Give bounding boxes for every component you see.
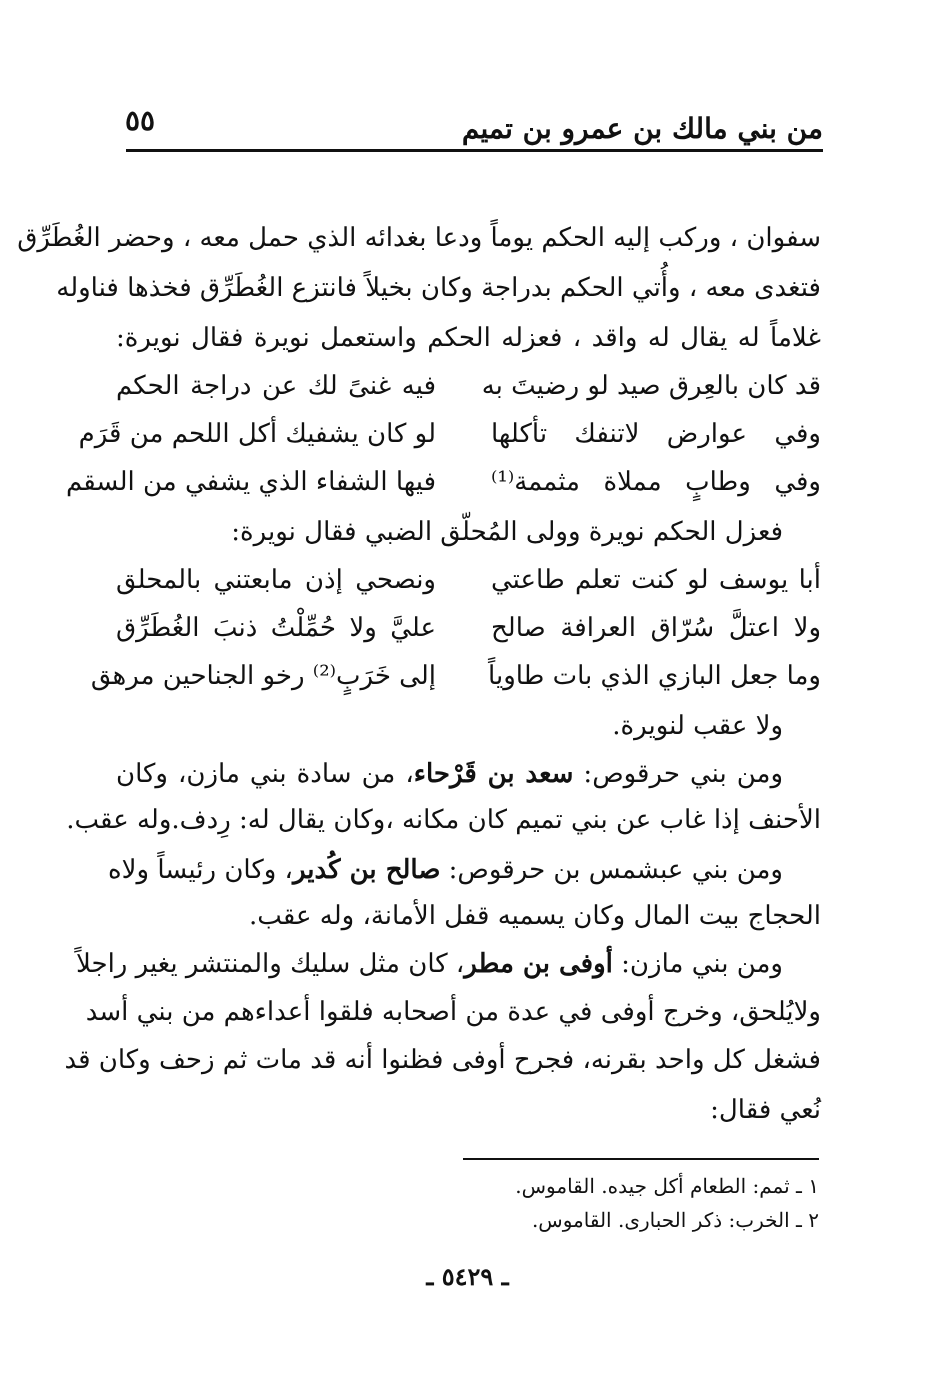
- paragraph-line: [108, 850, 783, 890]
- poem-verse: [78, 414, 821, 454]
- paragraph-line: [116, 754, 783, 794]
- text-run: ومن بني حرقوص:: [573, 759, 783, 789]
- person-name: سعد بن قَرْحاء: [413, 759, 574, 789]
- page-footer-number: ـ ٥٤٢٩ ـ: [426, 1262, 509, 1291]
- text-run: ، من سادة بني مازن، وكان: [116, 759, 414, 789]
- poem-verse: [116, 560, 821, 600]
- person-name: أوفى بن مطر: [464, 949, 613, 979]
- paragraph-line: [75, 944, 783, 984]
- header-divider: [126, 149, 823, 152]
- verse-second-hemistich: ونصحي إذن مابعتني بالمحلق: [116, 565, 436, 595]
- running-header-title: من بني مالك بن عمرو بن تميم: [461, 112, 823, 145]
- verse-second-hemistich: فيه غنىً لك عن دراجة الحكم: [116, 371, 436, 401]
- poem-verse: [116, 366, 821, 406]
- footnote: ٢ ـ الخرب: ذكر الحبارى. القاموس.: [531, 1208, 819, 1232]
- person-name: صالح بن كُدير: [292, 855, 441, 885]
- poem-verse: [65, 462, 821, 502]
- header-page-number: ٥٥: [125, 104, 156, 137]
- paragraph-line: فتغدى معه ، وأُتي الحكم بدراجة وكان بخيلاً فانتزع الغُطَرِّق فخذها فناوله: [56, 273, 821, 303]
- paragraph-line: غلاماً له يقال له واقد ، فعزله الحكم واستعمل نويرة فقال نويرة:: [116, 323, 821, 353]
- verse-second-hemistich: لو كان يشفيك أكل اللحم من قَرَم: [78, 419, 436, 449]
- paragraph-line: نُعي فقال:: [710, 1095, 821, 1125]
- verse-first-hemistich: وفي وطابٍ مملاة مثممة⁽¹⁾: [491, 467, 821, 497]
- paragraph-line: الأحنف إذا غاب عن بني تميم كان مكانه ،وكان يقال له: رِدف.وله عقب.: [66, 805, 821, 835]
- poem-verse: [90, 656, 821, 696]
- text-run: ومن بني عبشمس بن حرقوص:: [440, 855, 783, 885]
- paragraph-line: ولايُلحق، وخرج أوفى في عدة من أصحابه فلقوا أعداءهم من بني أسد: [85, 997, 821, 1027]
- verse-second-hemistich: فيها الشفاء الذي يشفي من السقم: [65, 467, 436, 497]
- footnote: ١ ـ ثمم: الطعام أكل جيده. القاموس.: [515, 1174, 819, 1198]
- verse-first-hemistich: وما جعل البازي الذي بات طاوياً: [488, 661, 821, 691]
- paragraph-line: فشغل كل واحد بقرنه، فجرح أوفى فظنوا أنه قد مات ثم زحف وكان قد: [64, 1045, 821, 1075]
- paragraph-line: الحجاج بيت المال وكان يسميه قفل الأمانة، وله عقب.: [249, 901, 821, 931]
- verse-first-hemistich: أبا يوسف لو كنت تعلم طاعتي: [491, 565, 821, 595]
- text-run: ومن بني مازن:: [612, 949, 783, 979]
- footnote-divider: [463, 1158, 819, 1160]
- paragraph-line: ولا عقب لنويرة.: [612, 711, 783, 741]
- paragraph-line: فعزل الحكم نويرة وولى المُحلّق الضبي فقال نويرة:: [231, 517, 783, 547]
- poem-verse: [116, 608, 821, 648]
- verse-first-hemistich: ولا اعتلَّ سُرّاق العرافة صالح: [491, 613, 821, 643]
- verse-first-hemistich: وفي عوارض لاتنفك تأكلها: [491, 419, 821, 449]
- verse-second-hemistich: عليَّ ولا حُمِّلْتُ ذنبَ الغُطَرِّق: [116, 613, 436, 643]
- paragraph-line: سفوان ، وركب إليه الحكم يوماً ودعا بغدائه الذي حمل معه ، وحضر الغُطَرِّق: [17, 223, 821, 253]
- verse-second-hemistich: إلى خَرَبٍ⁽²⁾ رخو الجناحين مرهق: [90, 661, 436, 691]
- text-run: ، كان مثل سليك والمنتشر يغير راجلاً: [75, 949, 465, 979]
- text-run: ، وكان رئيساً ولاه: [108, 855, 293, 885]
- verse-first-hemistich: قد كان بالعِرق صيد لو رضيتَ به: [481, 371, 821, 401]
